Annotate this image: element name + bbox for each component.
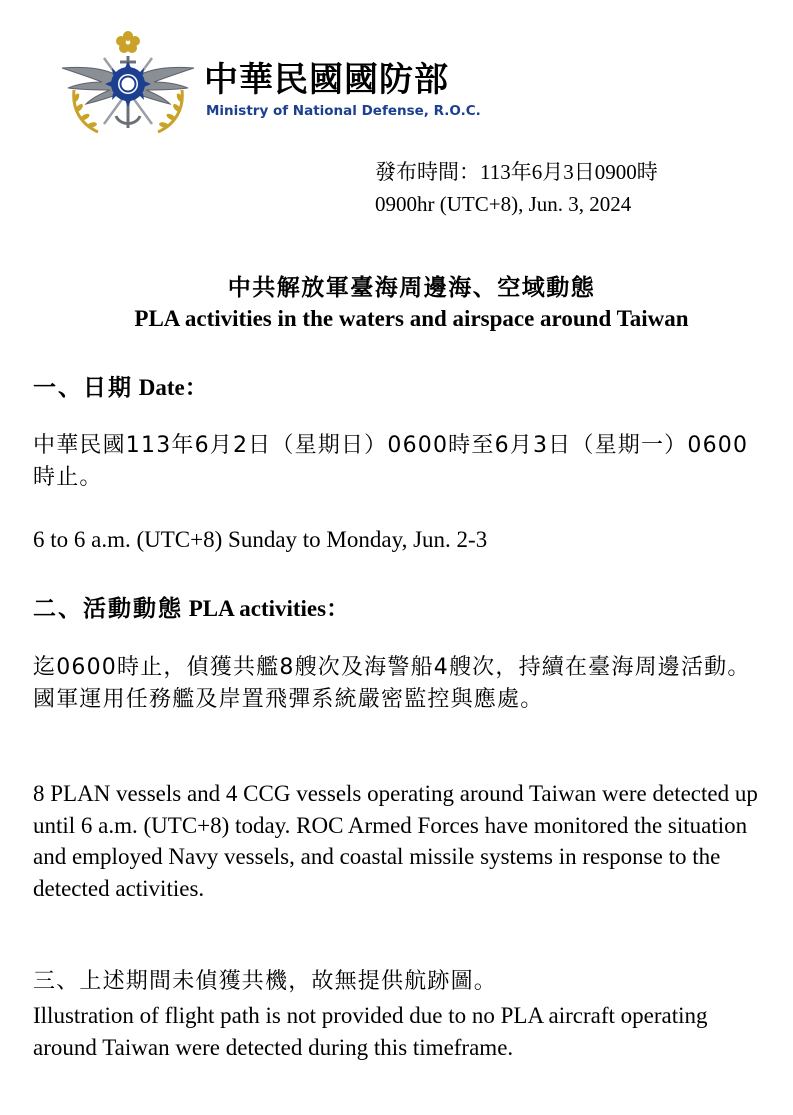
release-time <box>375 156 658 220</box>
document-title <box>0 272 793 334</box>
section-activities-heading-en: PLA activities： <box>188 596 350 621</box>
section-date-body-en: 6 to 6 a.m. (UTC+8) Sunday to Monday, Jun. 2-3 <box>33 527 488 552</box>
release-time-en: 0900hr (UTC+8), Jun. 3, 2024 <box>375 192 632 216</box>
section-flight-path-zh: 三、上述期間未偵獲共機，故無提供航跡圖。 <box>33 969 498 994</box>
section-activities-heading-zh: 二、活動動態 <box>33 596 183 622</box>
release-time-zh: 發布時間：113年6月3日0900時 <box>375 160 658 184</box>
section-activities-body-en: 8 PLAN vessels and 4 CCG vessels operating around Taiwan were detected up until 6 a.m. (UTC+8) today. ROC Armed Forces have monitored the situation and employed Navy vessels, and coastal missile systems in response to the detected activities. <box>33 781 758 901</box>
ministry-emblem <box>58 28 198 140</box>
title-zh: 中共解放軍臺海周邊海、空域動態 <box>227 275 596 301</box>
emblem-plum-blossom <box>116 31 140 53</box>
title-en: PLA activities in the waters and airspace around Taiwan <box>134 306 689 331</box>
section-activities-heading <box>33 590 349 623</box>
section-date-heading <box>33 369 208 402</box>
section-flight-path-en: Illustration of flight path is not provided due to no PLA aircraft operating around Taiwan were detected during this timeframe. <box>33 1003 708 1060</box>
section-activities-body-zh: 迄0600時止，偵獲共艦8艘次及海警船4艘次，持續在臺海周邊活動。國軍運用任務艦及岸置飛彈系統嚴密監控與應處。 <box>33 655 751 712</box>
section-date-body-zh: 中華民國113年6月2日（星期日）0600時至6月3日（星期一）0600時止。 <box>33 433 749 490</box>
ministry-name-en: Ministry of National Defense, R.O.C. <box>206 103 481 119</box>
section-date-heading-zh: 一、日期 <box>33 375 133 401</box>
section-date-heading-en: Date： <box>138 375 208 400</box>
ministry-name-zh: 中華民國國防部 <box>204 60 449 100</box>
